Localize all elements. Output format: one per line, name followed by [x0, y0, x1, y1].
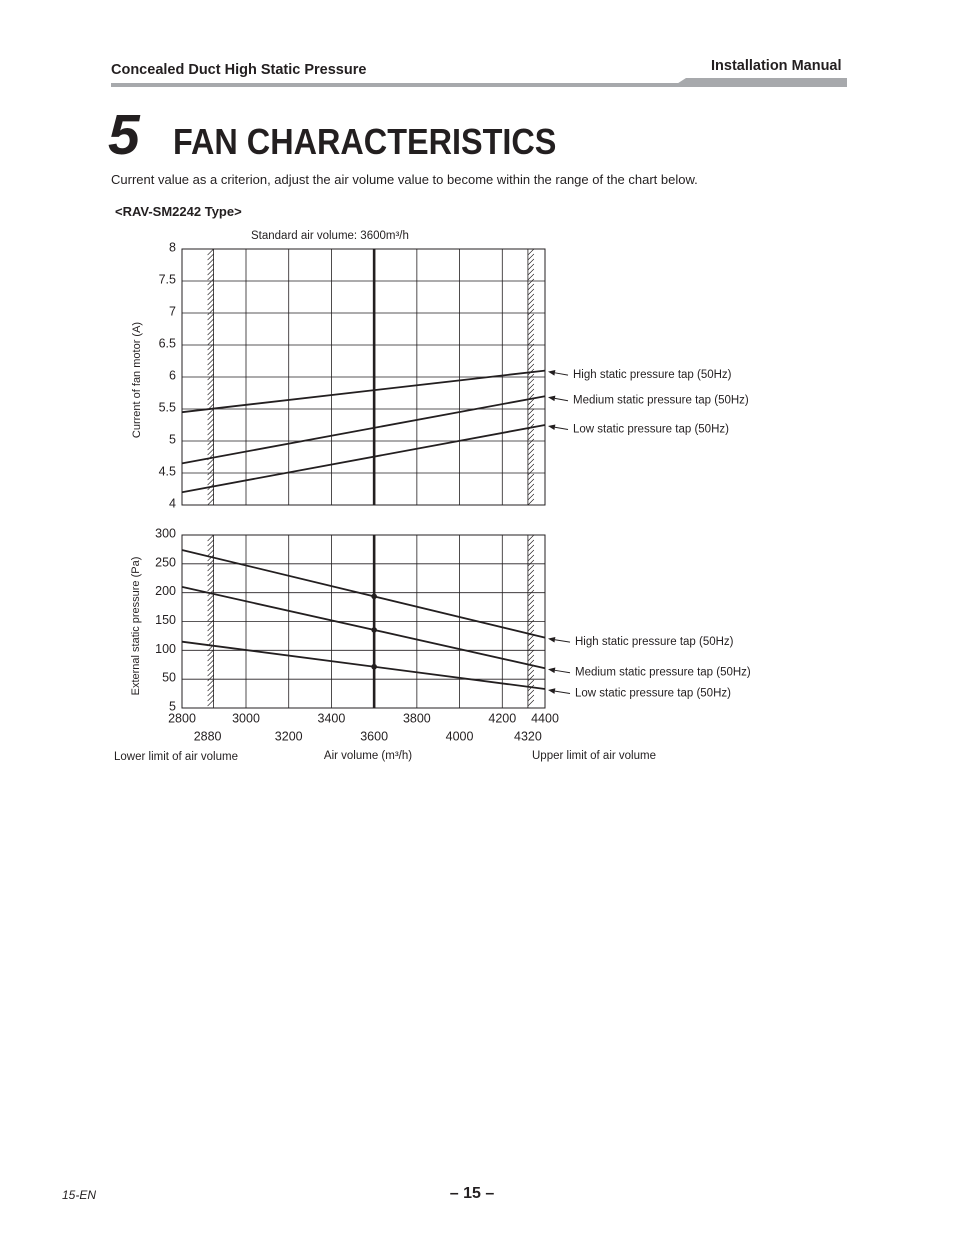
arrow-head [548, 688, 555, 694]
series-line-medium [182, 587, 545, 668]
series-line-low [182, 425, 545, 492]
series-label-high: High static pressure tap (50Hz) [575, 636, 734, 649]
x-tick-label: 4200 [488, 711, 517, 726]
section-title: FAN CHARACTERISTICS [173, 121, 557, 162]
y-tick-label: 300 [155, 526, 176, 541]
series-line-high [182, 550, 545, 638]
hatch-strokes [208, 535, 214, 706]
x-tick-label: 4320 [514, 729, 542, 744]
arrow-head [548, 637, 555, 643]
y-axis-title: External static pressure (Pa) [130, 556, 142, 696]
x-tick-label: 2880 [193, 729, 222, 744]
y-tick-label: 4.5 [158, 464, 176, 479]
x-tick-label: 3200 [274, 729, 303, 744]
y-tick-label: 50 [162, 670, 176, 685]
arrow-head [548, 668, 555, 674]
y-tick-label: 6.5 [158, 336, 176, 351]
model-label: <RAV-SM2242 Type> [115, 204, 242, 219]
series-label-medium: Medium static pressure tap (50Hz) [573, 394, 749, 407]
header-rule-thin [111, 83, 683, 87]
fan-current-chart [131, 230, 749, 511]
y-tick-label: 250 [155, 555, 176, 570]
series-label-medium: Medium static pressure tap (50Hz) [575, 666, 751, 679]
hatch-strokes [528, 535, 534, 706]
x-tick-label: 3400 [317, 711, 346, 726]
x-axis-title: Air volume (m³/h) [323, 750, 413, 762]
x-tick-label: 4400 [531, 711, 559, 726]
series-arrow-high [548, 370, 568, 376]
standard-air-volume-label: Standard air volume: 3600m³/h [251, 230, 409, 242]
y-tick-label: 5.5 [158, 400, 176, 415]
x-tick-label: 4000 [445, 729, 474, 744]
arrow-head [548, 370, 555, 376]
header-rule-tab [672, 78, 847, 87]
y-tick-label: 5 [169, 699, 176, 714]
y-axis-title: Current of fan motor (A) [131, 321, 143, 439]
y-tick-label: 5 [169, 432, 176, 447]
series-arrow-low [548, 688, 570, 694]
x-tick-label: 3600 [360, 729, 389, 744]
y-tick-label: 7 [169, 304, 176, 319]
operating-point-medium [371, 627, 377, 633]
upper-limit-label: Upper limit of air volume [532, 750, 656, 762]
y-tick-label: 100 [155, 641, 176, 656]
static-pressure-chart [114, 527, 751, 764]
footer-page-number: – 15 – [449, 1185, 495, 1202]
series-arrow-high [548, 637, 570, 643]
y-tick-label: 8 [169, 240, 176, 255]
arrow-shaft [555, 427, 568, 429]
y-tick-label: 7.5 [158, 272, 176, 287]
arrow-head [548, 396, 555, 402]
arrow-shaft [555, 373, 568, 375]
arrow-shaft [555, 670, 570, 672]
fan-characteristics-charts [0, 220, 954, 780]
series-arrow-low [548, 424, 568, 430]
header-document-title: Concealed Duct High Static Pressure [111, 61, 367, 78]
operating-point-low [371, 664, 377, 670]
x-tick-label: 2800 [168, 711, 196, 726]
header-manual-title: Installation Manual [711, 57, 842, 74]
lower-limit-label: Lower limit of air volume [114, 751, 238, 763]
series-label-high: High static pressure tap (50Hz) [573, 369, 732, 382]
x-tick-label: 3000 [232, 711, 260, 726]
arrow-head [548, 424, 555, 430]
arrow-shaft [555, 640, 570, 642]
header-rule [0, 72, 954, 92]
series-arrow-medium [548, 396, 568, 402]
y-tick-label: 4 [169, 496, 176, 511]
series-label-low: Low static pressure tap (50Hz) [573, 423, 729, 436]
arrow-shaft [555, 691, 570, 693]
y-tick-label: 6 [169, 368, 176, 383]
x-tick-label: 3800 [402, 711, 431, 726]
arrow-shaft [555, 398, 568, 400]
intro-text: Current value as a criterion, adjust the air volume value to become within the range of the chart below. [111, 171, 698, 187]
section-number: 5 [108, 103, 140, 167]
series-arrow-medium [548, 668, 570, 674]
series-label-low: Low static pressure tap (50Hz) [575, 687, 731, 700]
series-line-low [182, 642, 545, 689]
footer-doc-code: 15-EN [62, 1188, 97, 1202]
operating-point-high [371, 594, 377, 600]
y-tick-label: 200 [155, 584, 176, 599]
y-tick-label: 150 [155, 613, 176, 627]
